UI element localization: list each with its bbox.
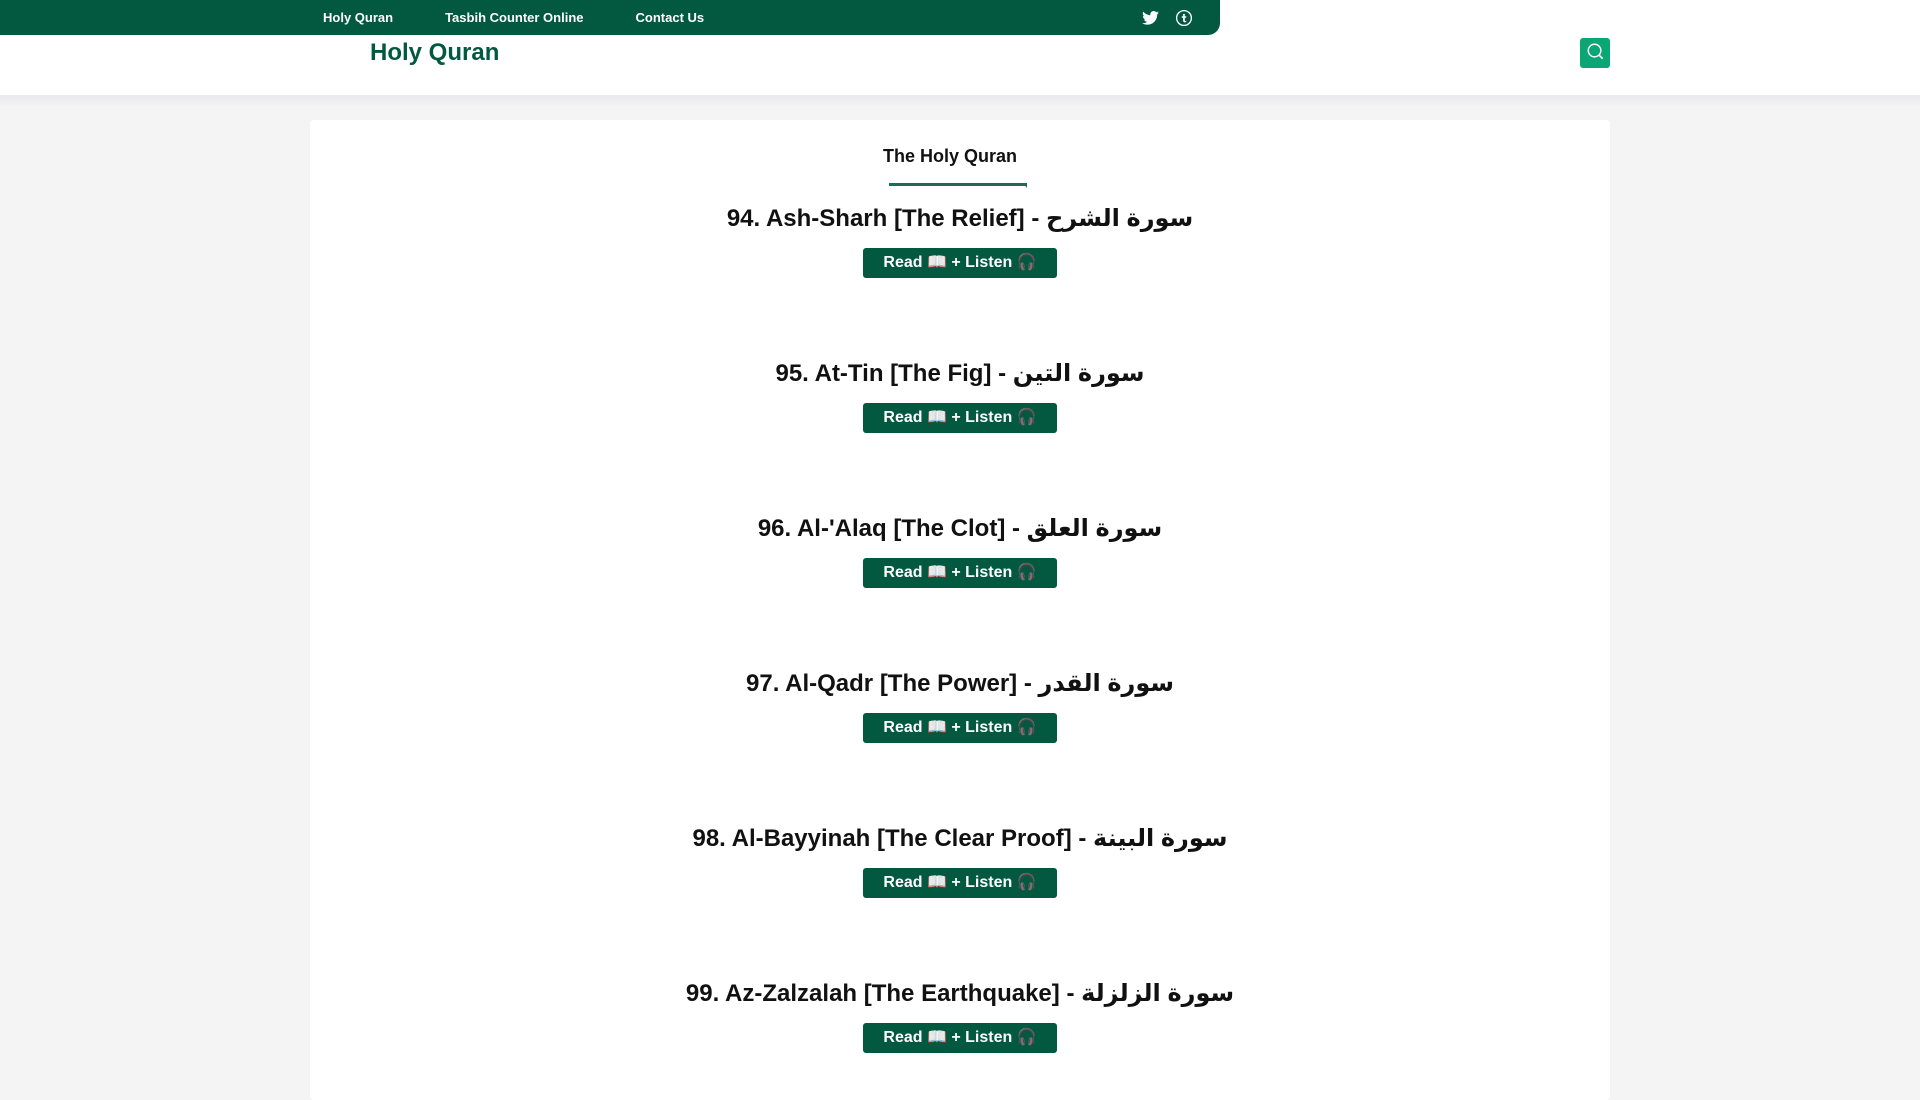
- header-shadow: [0, 95, 1920, 107]
- surah-title: 94. Ash-Sharh [The Relief] - سورة الشرح: [726, 205, 1194, 232]
- surah-item: [310, 359, 1610, 433]
- read-listen-button[interactable]: Read 📖 + Listen 🎧: [863, 868, 1057, 898]
- nav-link-contact-us[interactable]: Contact Us: [635, 10, 705, 25]
- read-listen-button[interactable]: Read 📖 + Listen 🎧: [863, 558, 1057, 588]
- surah-title: 96. Al-'Alaq [The Clot] - سورة العلق: [757, 515, 1163, 542]
- top-nav: [310, 0, 743, 35]
- search-button[interactable]: [1580, 38, 1610, 68]
- search-icon: [1586, 42, 1604, 65]
- surah-title: 95. At-Tin [The Fig] - سورة التين: [775, 360, 1145, 387]
- read-listen-button[interactable]: Read 📖 + Listen 🎧: [863, 713, 1057, 743]
- site-logo[interactable]: Holy Quran: [370, 39, 500, 66]
- surah-title: 99. Az-Zalzalah [The Earthquake] - سورة الزلزلة: [685, 980, 1235, 1007]
- read-listen-button[interactable]: Read 📖 + Listen 🎧: [863, 248, 1057, 278]
- surah-item: [310, 824, 1610, 898]
- surah-item: [310, 979, 1610, 1053]
- site-header: [0, 0, 1920, 95]
- read-listen-button[interactable]: Read 📖 + Listen 🎧: [863, 403, 1057, 433]
- surah-title: 98. Al-Bayyinah [The Clear Proof] - سورة البينة: [692, 825, 1228, 852]
- surah-item: [310, 204, 1610, 278]
- surah-item: [310, 669, 1610, 743]
- nav-link-tasbih-counter[interactable]: Tasbih Counter Online: [445, 10, 584, 25]
- section-title: The Holy Quran: [882, 146, 1017, 166]
- top-bar: [0, 0, 1220, 35]
- section-heading: [310, 146, 1610, 167]
- nav-link-holy-quran[interactable]: Holy Quran: [323, 10, 394, 25]
- surah-item: [310, 514, 1610, 588]
- tumblr-icon[interactable]: [1174, 8, 1194, 28]
- read-listen-button[interactable]: Read 📖 + Listen 🎧: [863, 1023, 1057, 1053]
- content-card: [310, 120, 1610, 1100]
- surah-title: 97. Al-Qadr [The Power] - سورة القدر: [746, 670, 1174, 697]
- social-links: [1140, 0, 1194, 35]
- twitter-icon[interactable]: [1140, 8, 1160, 28]
- title-underline: [889, 183, 1027, 186]
